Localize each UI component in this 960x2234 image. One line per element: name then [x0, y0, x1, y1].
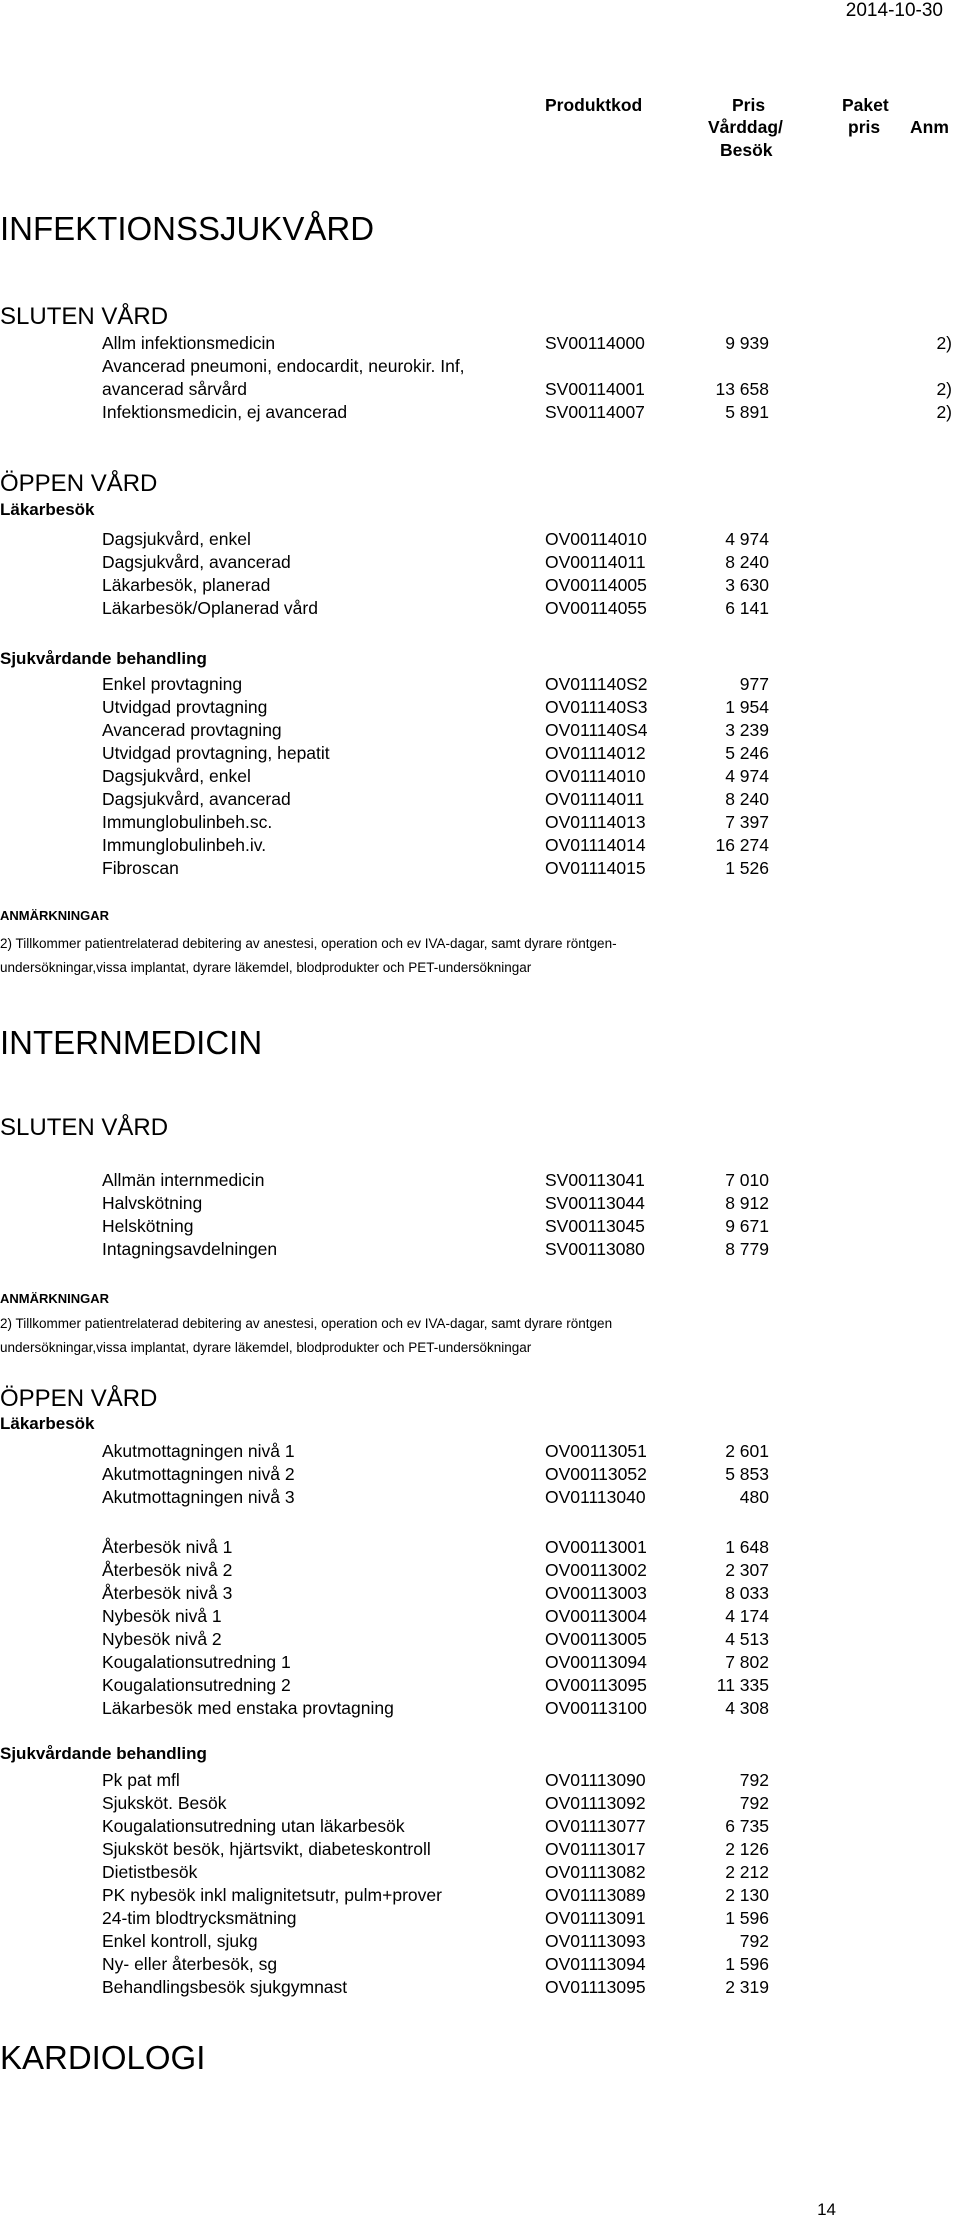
- row-code: OV01113091: [545, 1908, 646, 1928]
- row-price: 11 335: [716, 1675, 769, 1695]
- note-text: 2) Tillkommer patientrelaterad debitering av anestesi, operation och ev IVA-dagar, samt dyrare röntgen: [0, 1316, 613, 1331]
- row-name: 24-tim blodtrycksmätning: [102, 1908, 297, 1928]
- section-title-kardiologi: KARDIOLOGI: [0, 2039, 206, 2076]
- row-price: 792: [739, 1770, 769, 1790]
- row-price: 2 307: [725, 1560, 769, 1580]
- row-price: 1 596: [725, 1954, 769, 1974]
- row-name: Läkarbesök/Oplanerad vård: [102, 598, 318, 618]
- row-price: 3 630: [725, 575, 769, 595]
- note-text: undersökningar,vissa implantat, dyrare läkemdel, blodprodukter och PET-undersökningar: [0, 1340, 532, 1355]
- row-price: 8 779: [725, 1239, 769, 1259]
- row-code: OV01113093: [545, 1931, 646, 1951]
- row-name: Enkel kontroll, sjukg: [102, 1931, 258, 1951]
- row-name: Dagsjukvård, avancerad: [102, 552, 291, 572]
- row-code: OV00114011: [545, 552, 646, 572]
- row-name: PK nybesök inkl malignitetsutr, pulm+prover: [102, 1885, 442, 1905]
- sluten-vard-title: SLUTEN VÅRD: [0, 1114, 169, 1141]
- row-price: 16 274: [715, 835, 769, 855]
- row-code: OV01114015: [545, 858, 646, 878]
- row-code: OV00113004: [545, 1606, 647, 1626]
- page-number: 14: [817, 2200, 836, 2219]
- row-code: OV01113092: [545, 1793, 646, 1813]
- document-date: 2014-10-30: [845, 0, 943, 21]
- anmarkningar-title: ANMÄRKNINGAR: [0, 908, 110, 923]
- row-price: 1 954: [725, 697, 769, 717]
- row-price: 6 141: [725, 598, 769, 618]
- row-name: Dietistbesök: [102, 1862, 198, 1882]
- row-name: Fibroscan: [102, 858, 179, 878]
- row-name: avancerad sårvård: [102, 379, 247, 399]
- row-price: 4 308: [725, 1698, 769, 1718]
- row-price: 1 526: [725, 858, 769, 878]
- row-code: OV01113094: [545, 1954, 646, 1974]
- row-code: OV00114005: [545, 575, 647, 595]
- sjukvardande-title: Sjukvårdande behandling: [0, 1744, 207, 1763]
- row-name: Nybesök nivå 2: [102, 1629, 222, 1649]
- row-code: SV00114007: [545, 402, 645, 422]
- row-code: OV01113082: [545, 1862, 646, 1882]
- row-code: SV00113045: [545, 1216, 645, 1236]
- anmarkningar-title: ANMÄRKNINGAR: [0, 1291, 110, 1306]
- row-name: Kougalationsutredning 2: [102, 1675, 291, 1695]
- row-price: 2 130: [725, 1885, 769, 1905]
- row-code: OV00113005: [545, 1629, 647, 1649]
- section-title-internmedicin: INTERNMEDICIN: [0, 1024, 263, 1061]
- row-code: OV01113090: [545, 1770, 646, 1790]
- row-name: Utvidgad provtagning, hepatit: [102, 743, 330, 763]
- row-price: 2 126: [725, 1839, 769, 1859]
- row-name: Kougalationsutredning utan läkarbesök: [102, 1816, 405, 1836]
- row-code: OV00114055: [545, 598, 647, 618]
- row-name: Akutmottagningen nivå 2: [102, 1464, 295, 1484]
- row-price: 2 319: [725, 1977, 769, 1997]
- row-price: 4 174: [725, 1606, 769, 1626]
- row-code: SV00113044: [545, 1193, 645, 1213]
- row-name: Allm infektionsmedicin: [102, 333, 276, 353]
- row-code: OV01113077: [545, 1816, 646, 1836]
- row-price: 8 912: [725, 1193, 769, 1213]
- header-pris: Pris: [732, 95, 766, 115]
- row-code: OV01113089: [545, 1885, 646, 1905]
- row-name: Akutmottagningen nivå 1: [102, 1441, 295, 1461]
- row-code: OV00113002: [545, 1560, 647, 1580]
- row-price: 9 671: [725, 1216, 769, 1236]
- row-price: 977: [739, 674, 769, 694]
- row-code: OV00113100: [545, 1698, 647, 1718]
- row-price: 2 601: [725, 1441, 769, 1461]
- row-code: OV01114013: [545, 812, 646, 832]
- row-code: SV00114000: [545, 333, 645, 353]
- row-price: 5 853: [725, 1464, 769, 1484]
- row-name: Återbesök nivå 1: [102, 1537, 233, 1557]
- lakarbesok-title: Läkarbesök: [0, 1414, 95, 1433]
- row-name: Halvskötning: [102, 1193, 203, 1213]
- row-name: Behandlingsbesök sjukgymnast: [102, 1977, 348, 1997]
- row-name: Kougalationsutredning 1: [102, 1652, 291, 1672]
- row-code: OV00113051: [545, 1441, 647, 1461]
- row-name: Immunglobulinbeh.iv.: [102, 835, 267, 855]
- row-price: 9 939: [725, 333, 769, 353]
- row-name: Nybesök nivå 1: [102, 1606, 222, 1626]
- row-price: 2 212: [725, 1862, 769, 1882]
- row-price: 6 735: [725, 1816, 769, 1836]
- sluten-vard-title: SLUTEN VÅRD: [0, 303, 169, 330]
- row-name: Enkel provtagning: [102, 674, 243, 694]
- row-name: Infektionsmedicin, ej avancerad: [102, 402, 348, 422]
- row-code: OV00114010: [545, 529, 647, 549]
- row-code: OV01113040: [545, 1487, 646, 1507]
- row-code: OV01113095: [545, 1977, 646, 1997]
- header-paketpris: pris: [848, 117, 881, 137]
- row-name: Avancerad provtagning: [102, 720, 282, 740]
- row-name: Läkarbesök, planerad: [102, 575, 271, 595]
- row-code: SV00113080: [545, 1239, 645, 1259]
- row-price: 792: [739, 1793, 769, 1813]
- row-code: OV00113094: [545, 1652, 647, 1672]
- row-name: Ny- eller återbesök, sg: [102, 1954, 278, 1974]
- row-price: 4 513: [725, 1629, 769, 1649]
- row-price: 480: [739, 1487, 769, 1507]
- row-name: Sjuksköt. Besök: [102, 1793, 227, 1813]
- row-price: 8 240: [725, 789, 769, 809]
- row-code: OV00113052: [545, 1464, 647, 1484]
- row-name: Avancerad pneumoni, endocardit, neurokir. Inf,: [102, 356, 465, 376]
- row-name: Immunglobulinbeh.sc.: [102, 812, 273, 832]
- row-code: OV01113017: [545, 1839, 646, 1859]
- oppen-vard-title: ÖPPEN VÅRD: [0, 470, 158, 497]
- header-anm: Anm: [910, 117, 949, 137]
- row-price: 1 596: [725, 1908, 769, 1928]
- row-name: Sjuksköt besök, hjärtsvikt, diabeteskontroll: [102, 1839, 431, 1859]
- row-code: SV00114001: [545, 379, 645, 399]
- row-name: Pk pat mfl: [102, 1770, 180, 1790]
- row-name: Dagsjukvård, enkel: [102, 766, 251, 786]
- row-price: 13 658: [715, 379, 769, 399]
- note-text: undersökningar,vissa implantat, dyrare läkemdel, blodprodukter och PET-undersökningar: [0, 960, 532, 975]
- header-besok: Besök: [720, 140, 773, 160]
- row-name: Läkarbesök med enstaka provtagning: [102, 1698, 394, 1718]
- row-code: OV01114010: [545, 766, 646, 786]
- row-code: OV01114011: [545, 789, 645, 809]
- row-price: 5 246: [725, 743, 769, 763]
- section-title-infektion: INFEKTIONSSJUKVÅRD: [0, 210, 375, 247]
- row-name: Intagningsavdelningen: [102, 1239, 278, 1259]
- row-anm: 2): [936, 333, 952, 353]
- row-code: OV00113095: [545, 1675, 647, 1695]
- row-name: Återbesök nivå 3: [102, 1583, 233, 1603]
- row-price: 4 974: [725, 766, 769, 786]
- row-price: 792: [739, 1931, 769, 1951]
- row-code: OV011140S2: [545, 674, 648, 694]
- row-code: OV00113001: [545, 1537, 647, 1557]
- row-price: 8 240: [725, 552, 769, 572]
- row-name: Återbesök nivå 2: [102, 1560, 233, 1580]
- header-varddag: Vårddag/: [708, 117, 783, 137]
- row-name: Dagsjukvård, avancerad: [102, 789, 291, 809]
- row-code: OV011140S3: [545, 697, 648, 717]
- row-price: 7 010: [725, 1170, 769, 1190]
- header-produktkod: Produktkod: [545, 95, 643, 115]
- row-price: 7 802: [725, 1652, 769, 1672]
- row-code: OV01114012: [545, 743, 646, 763]
- row-price: 5 891: [725, 402, 769, 422]
- note-text: 2) Tillkommer patientrelaterad debitering av anestesi, operation och ev IVA-dagar, samt dyrare röntgen-: [0, 936, 617, 951]
- row-name: Allmän internmedicin: [102, 1170, 265, 1190]
- oppen-vard-title: ÖPPEN VÅRD: [0, 1385, 158, 1412]
- row-price: 1 648: [725, 1537, 769, 1557]
- row-name: Akutmottagningen nivå 3: [102, 1487, 295, 1507]
- row-anm: 2): [936, 379, 952, 399]
- row-code: OV00113003: [545, 1583, 647, 1603]
- row-code: OV011140S4: [545, 720, 648, 740]
- row-price: 7 397: [725, 812, 769, 832]
- lakarbesok-title: Läkarbesök: [0, 500, 95, 519]
- header-paket: Paket: [842, 95, 889, 115]
- row-price: 3 239: [725, 720, 769, 740]
- row-name: Helskötning: [102, 1216, 194, 1236]
- sjukvardande-title: Sjukvårdande behandling: [0, 649, 207, 668]
- row-price: 8 033: [725, 1583, 769, 1603]
- row-name: Utvidgad provtagning: [102, 697, 268, 717]
- row-code: SV00113041: [545, 1170, 645, 1190]
- row-name: Dagsjukvård, enkel: [102, 529, 251, 549]
- row-code: OV01114014: [545, 835, 646, 855]
- row-price: 4 974: [725, 529, 769, 549]
- row-anm: 2): [936, 402, 952, 422]
